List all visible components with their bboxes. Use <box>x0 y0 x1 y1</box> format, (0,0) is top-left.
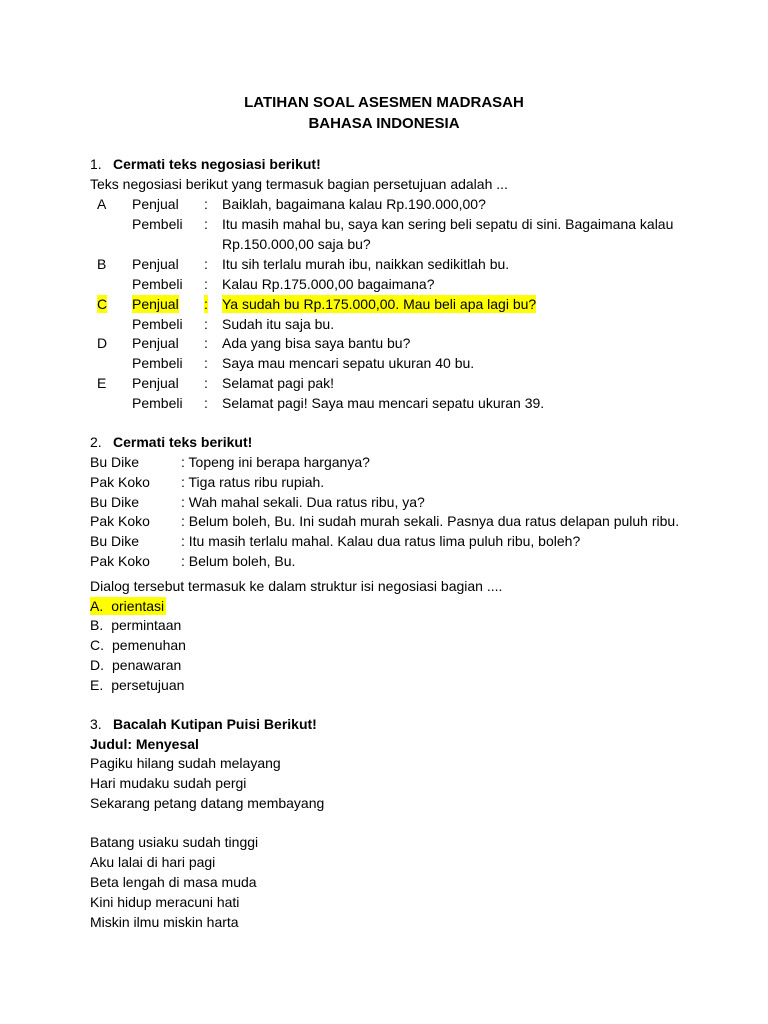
q2-dialog-line: : Tiga ratus ribu rupiah. <box>181 474 325 490</box>
q2-dialog-speaker: Bu Dike <box>90 494 140 510</box>
q2-option-letter: C. <box>90 637 104 653</box>
q2-dialog-speaker: Bu Dike <box>90 533 140 549</box>
q2-dialog-speaker: Bu Dike <box>90 454 140 470</box>
q2-dialog-speaker: Pak Koko <box>90 513 150 529</box>
q2-dialog-line: : Belum boleh, Bu. Ini sudah murah sekali. Pasnya dua ratus delapan puluh ribu. <box>181 513 680 529</box>
q2-dialog-speaker: Pak Koko <box>90 553 150 569</box>
q1-option-d-text1: Ada yang bisa saya bantu bu? <box>222 335 411 351</box>
q1-option-d-text2: Saya mau mencari sepatu ukuran 40 bu. <box>222 355 475 371</box>
q1-option-d-speaker1: Penjual <box>132 335 179 351</box>
q2-prompt: Dialog tersebut termasuk ke dalam struktur isi negosiasi bagian .... <box>90 578 503 594</box>
q1-option-a-letter: A <box>97 196 107 212</box>
poem-line: Beta lengah di masa muda <box>90 874 257 890</box>
q1-option-c-speaker1: Penjual <box>132 296 179 312</box>
q2-option-b <box>90 616 181 634</box>
q1-option-e-text2: Selamat pagi! Saya mau mencari sepatu ukuran 39. <box>222 395 545 411</box>
q2-option-letter: E. <box>90 677 104 693</box>
q1-option-c-colon2: : <box>204 316 208 332</box>
q1-option-b-letter: B <box>97 256 107 272</box>
q1-option-e-speaker2: Pembeli <box>132 395 183 411</box>
q2-option-e <box>90 676 184 694</box>
q1-option-a-text1: Baiklah, bagaimana kalau Rp.190.000,00? <box>222 196 486 212</box>
q1-option-c-text2: Sudah itu saja bu. <box>222 316 335 332</box>
q2-dialog-line: : Topeng ini berapa harganya? <box>181 454 370 470</box>
q2-option-text: orientasi <box>111 598 165 614</box>
q3-number: 3. <box>90 716 102 732</box>
poem-line: Miskin ilmu miskin harta <box>90 914 239 930</box>
q1-option-d-speaker2: Pembeli <box>132 355 183 371</box>
q1-option-c-speaker2: Pembeli <box>132 316 183 332</box>
q2-dialog-speaker: Pak Koko <box>90 474 150 490</box>
q2-option-text: persetujuan <box>111 677 185 693</box>
q1-option-e-colon2: : <box>204 395 208 411</box>
q1-option-b-text2: Kalau Rp.175.000,00 bagaimana? <box>222 276 435 292</box>
q1-option-a-speaker2: Pembeli <box>132 216 183 232</box>
poem-line: Hari mudaku sudah pergi <box>90 775 247 791</box>
q1-option-a-text2: Itu masih mahal bu, saya kan sering beli sepatu di sini. Bagaimana kalau <box>222 216 674 232</box>
q2-dialog-line: : Belum boleh, Bu. <box>181 553 296 569</box>
poem-line: Pagiku hilang sudah melayang <box>90 755 281 771</box>
q2-option-text: penawaran <box>112 657 182 673</box>
q1-option-e-speaker1: Penjual <box>132 375 179 391</box>
q3-poem-title: Judul: Menyesal <box>90 736 199 752</box>
q2-option-text: permintaan <box>111 617 182 633</box>
q1-option-e-colon1: : <box>204 375 208 391</box>
q2-option-letter: D. <box>90 657 104 673</box>
q1-option-d-letter: D <box>97 335 108 351</box>
q1-option-a-speaker1: Penjual <box>132 196 179 212</box>
q1-heading: Cermati teks negosiasi berikut! <box>113 156 321 172</box>
q2-dialog-line: : Itu masih terlalu mahal. Kalau dua ratus lima puluh ribu, boleh? <box>181 533 581 549</box>
q1-option-d-colon2: : <box>204 355 208 371</box>
page-title-line1: LATIHAN SOAL ASESMEN MADRASAH <box>244 94 524 111</box>
q2-heading: Cermati teks berikut! <box>113 434 253 450</box>
q1-option-c-letter: C <box>97 296 108 312</box>
q1-option-e-letter: E <box>97 375 107 391</box>
q1-number: 1. <box>90 156 102 172</box>
q1-option-c-text1: Ya sudah bu Rp.175.000,00. Mau beli apa lagi bu? <box>222 296 537 312</box>
q2-option-letter: B. <box>90 617 104 633</box>
q2-option-c <box>90 636 186 654</box>
q1-option-b-speaker2: Pembeli <box>132 276 183 292</box>
q2-number: 2. <box>90 434 102 450</box>
q1-option-b-colon2: : <box>204 276 208 292</box>
q2-option-letter: A. <box>90 598 104 614</box>
q1-option-b-colon1: : <box>204 256 208 272</box>
q2-option-d <box>90 656 181 674</box>
q1-option-a-colon2: : <box>204 216 208 232</box>
q1-option-a-colon1: : <box>204 196 208 212</box>
q2-option-text: pemenuhan <box>112 637 186 653</box>
q1-option-e-text1: Selamat pagi pak! <box>222 375 335 391</box>
q1-option-b-speaker1: Penjual <box>132 256 179 272</box>
poem-line: Sekarang petang datang membayang <box>90 795 325 811</box>
q1-option-a-text2-cont: Rp.150.000,00 saja bu? <box>222 236 371 252</box>
q2-dialog-line: : Wah mahal sekali. Dua ratus ribu, ya? <box>181 494 425 510</box>
q1-option-b-text1: Itu sih terlalu murah ibu, naikkan sedikitlah bu. <box>222 256 510 272</box>
q2-option-a <box>90 597 166 615</box>
poem-line: Batang usiaku sudah tinggi <box>90 834 259 850</box>
q1-prompt: Teks negosiasi berikut yang termasuk bagian persetujuan adalah ... <box>90 176 508 192</box>
page-title-line2: BAHASA INDONESIA <box>308 115 460 132</box>
poem-line: Aku lalai di hari pagi <box>90 854 216 870</box>
q3-heading: Bacalah Kutipan Puisi Berikut! <box>113 716 317 732</box>
poem-line: Kini hidup meracuni hati <box>90 894 240 910</box>
q1-option-d-colon1: : <box>204 335 208 351</box>
q1-option-c-colon1: : <box>204 296 208 312</box>
